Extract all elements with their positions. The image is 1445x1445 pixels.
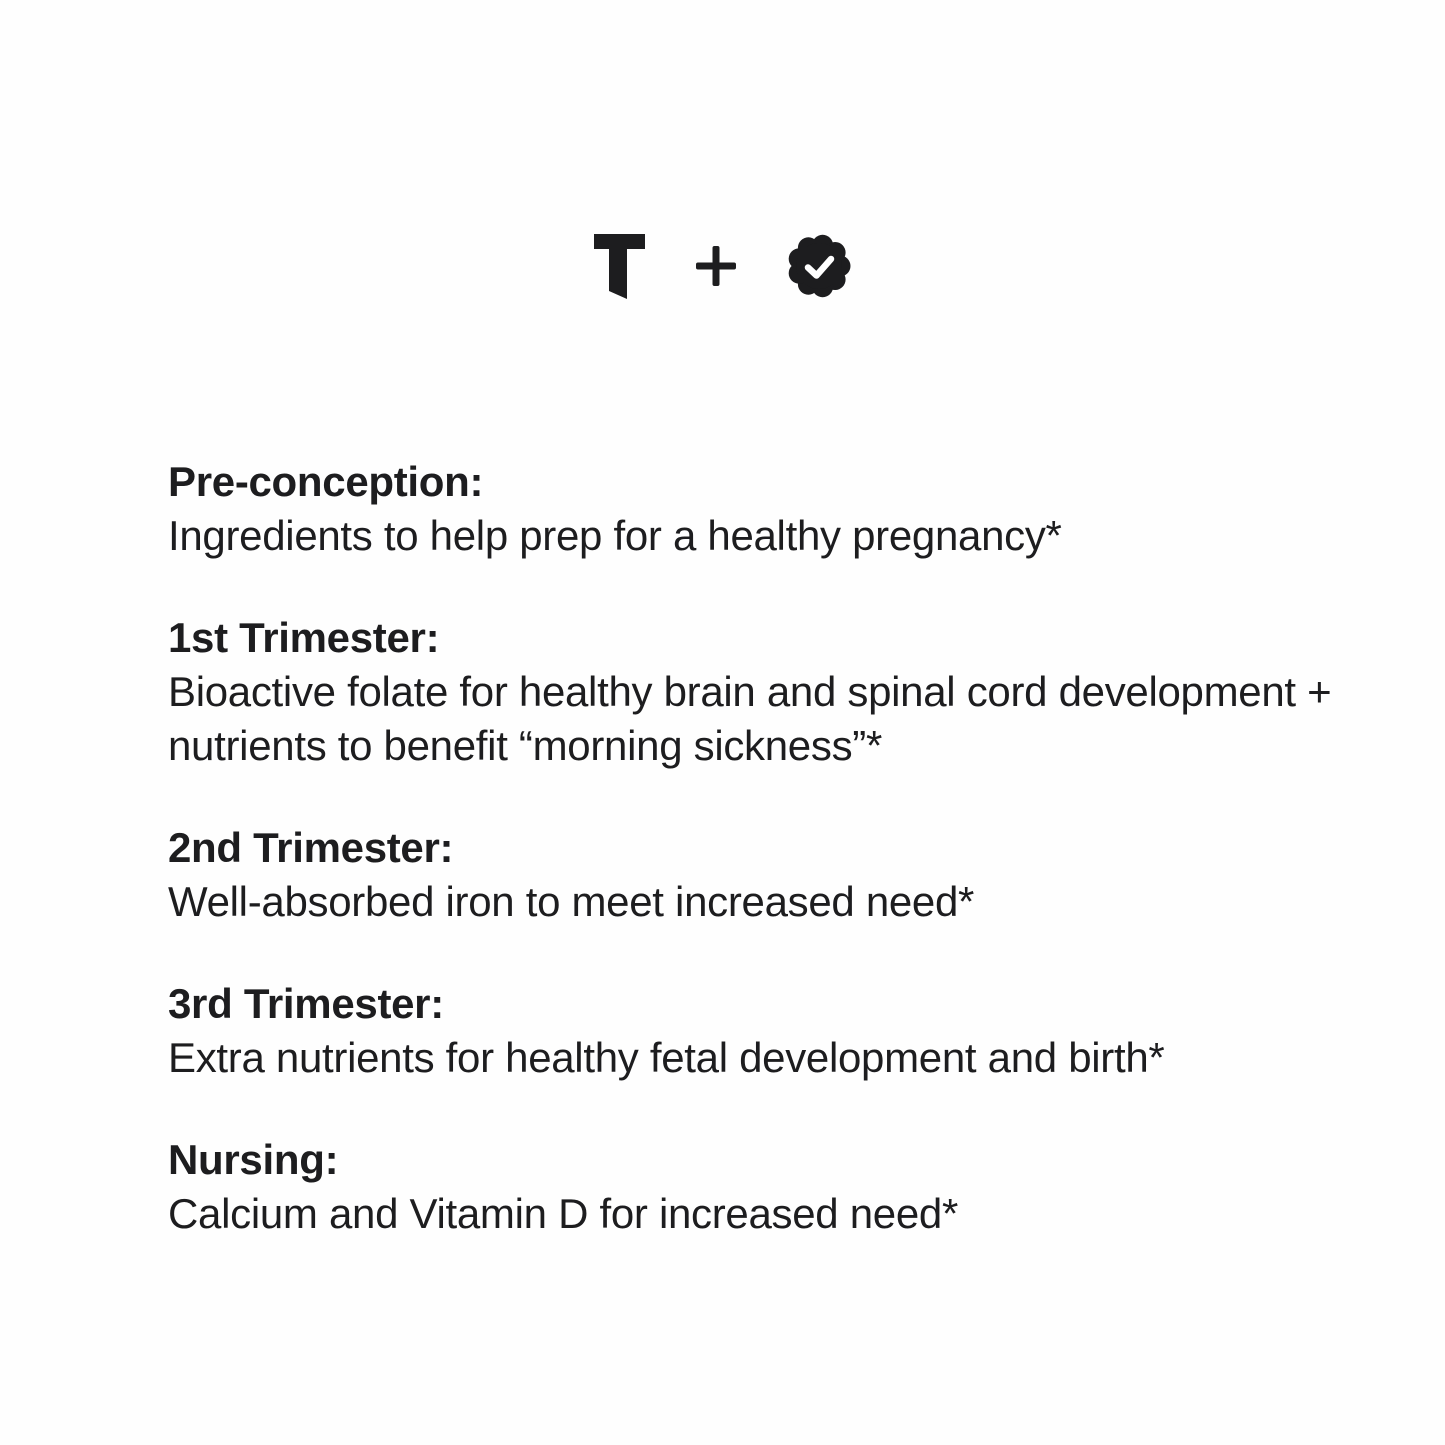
section-heading: 3rd Trimester: (168, 980, 444, 1027)
section-second-trimester (168, 821, 1345, 929)
section-body: Ingredients to help prep for a healthy pregnancy* (168, 512, 1062, 559)
logo-row (0, 0, 1445, 299)
section-pre-conception (168, 455, 1345, 563)
section-body: Calcium and Vitamin D for increased need* (168, 1190, 959, 1237)
section-body: Well-absorbed iron to meet increased need* (168, 878, 975, 925)
section-third-trimester (168, 977, 1345, 1085)
section-heading: 2nd Trimester: (168, 824, 454, 871)
section-heading: Pre-conception: (168, 458, 484, 505)
section-heading: 1st Trimester: (168, 614, 440, 661)
verified-check-badge-icon (787, 234, 851, 298)
section-body: Extra nutrients for healthy fetal development and birth* (168, 1034, 1165, 1081)
plus-icon (695, 245, 737, 287)
section-heading: Nursing: (168, 1136, 339, 1183)
section-nursing (168, 1133, 1345, 1241)
section-first-trimester (168, 611, 1345, 773)
info-sections (168, 455, 1345, 1241)
brand-t-logo (594, 234, 645, 299)
section-body: Bioactive folate for healthy brain and spinal cord development + nutrients to benefit “morning sickness”* (168, 668, 1332, 769)
